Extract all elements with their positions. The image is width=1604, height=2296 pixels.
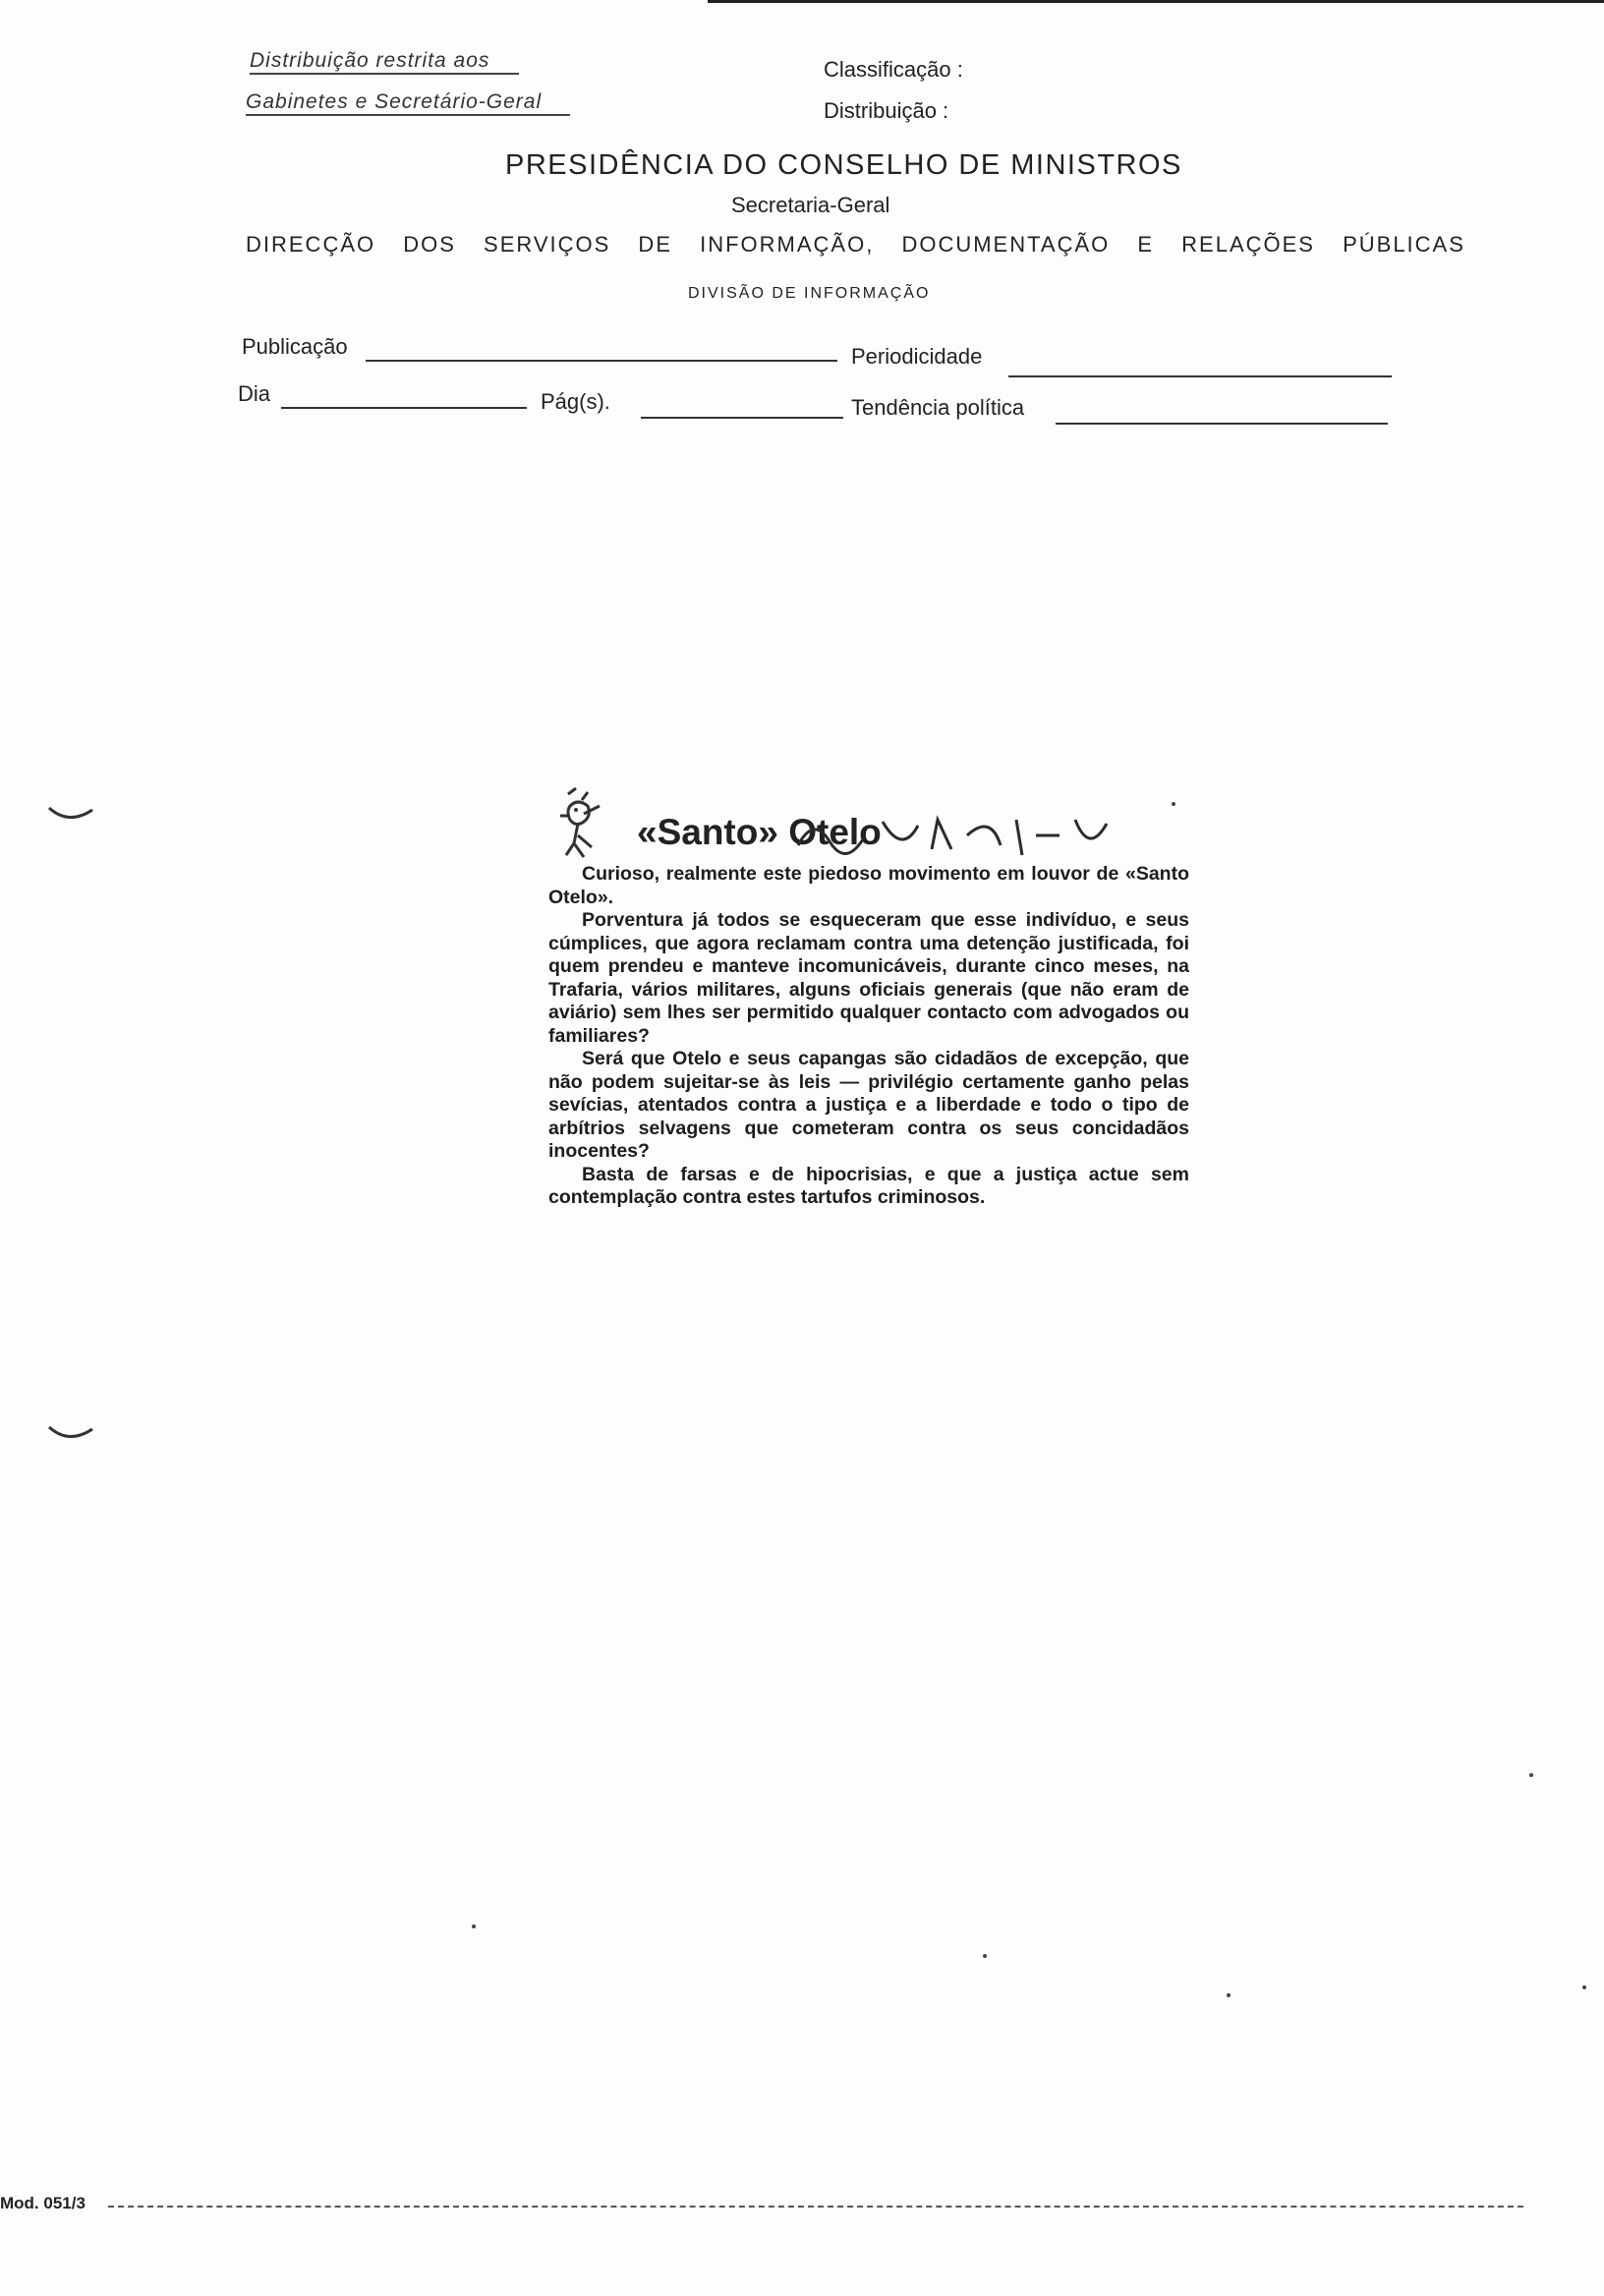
distribuicao-label: Distribuição :	[824, 98, 949, 123]
dia-line	[281, 407, 527, 409]
scan-speck	[1172, 802, 1175, 806]
punch-mark-icon	[47, 804, 96, 824]
article-paragraph: Basta de farsas e de hipocrisias, e que a justiça actue sem contemplação contra estes tartufos criminosos.	[548, 1163, 1189, 1208]
periodicidade-line	[1008, 375, 1392, 377]
punch-mark-icon	[47, 1423, 96, 1443]
scan-speck	[983, 1954, 987, 1958]
dia-label: Dia	[238, 381, 271, 406]
form-code: Mod. 051/3	[0, 2194, 86, 2212]
distribution-stamp-line-2: Gabinetes e Secretário-Geral	[246, 90, 570, 116]
newspaper-clipping	[548, 786, 1189, 1210]
classificacao-label: Classificação :	[824, 57, 963, 82]
periodicidade-label: Periodicidade	[851, 344, 983, 369]
article-title: «Santo» Otelo	[637, 812, 882, 852]
footer-dashed-line	[108, 2206, 1523, 2208]
scan-speck	[1582, 1985, 1586, 1989]
top-edge-rule	[708, 0, 1604, 3]
distribution-stamp-line-1: Distribuição restrita aos	[250, 49, 519, 75]
scan-speck	[1529, 1773, 1533, 1777]
publicacao-label: Publicação	[242, 334, 348, 359]
scan-speck	[472, 1924, 476, 1928]
pags-label: Pág(s).	[541, 389, 610, 414]
tendencia-label: Tendência política	[851, 395, 1025, 420]
handwritten-scribble-icon	[794, 806, 1118, 865]
article-body	[548, 863, 1189, 1210]
publicacao-line	[366, 360, 837, 362]
article-paragraph: Será que Otelo e seus capangas são cidadãos de excepção, que não podem sujeitar-se às leis — privilégio certamente ganho pelas sevícias, atentados contra a justiça e a liberdade e todo o tipo de arbítrios selvagens que cometeram contra os seus concidadãos inocentes?	[548, 1048, 1189, 1162]
page-title: PRESIDÊNCIA DO CONSELHO DE MINISTROS	[505, 149, 1182, 181]
page-subtitle: Secretaria-Geral	[731, 193, 890, 217]
pags-line	[641, 417, 843, 419]
article-paragraph: Porventura já todos se esqueceram que esse indivíduo, e seus cúmplices, que agora reclamam contra uma detenção justificada, foi quem prendeu e manteve incomunicáveis, durante cinco meses, na Trafaria, vários militares, alguns oficiais generais (que não eram de aviário) sem lhes ser permitido qualquer contacto com advogados ou familiares?	[548, 909, 1189, 1047]
directorate-line: DIRECÇÃO DOS SERVIÇOS DE INFORMAÇÃO, DOCUMENTAÇÃO E RELAÇÕES PÚBLICAS	[246, 232, 1465, 257]
devil-figure-icon	[548, 786, 627, 861]
tendencia-line	[1056, 423, 1388, 425]
article-paragraph: Curioso, realmente este piedoso movimento em louvor de «Santo Otelo».	[548, 863, 1189, 908]
clipping-header	[548, 786, 1189, 863]
division-line: DIVISÃO DE INFORMAÇÃO	[688, 285, 931, 302]
scan-speck	[1227, 1993, 1231, 1997]
article-handwritten-date	[794, 806, 1118, 875]
